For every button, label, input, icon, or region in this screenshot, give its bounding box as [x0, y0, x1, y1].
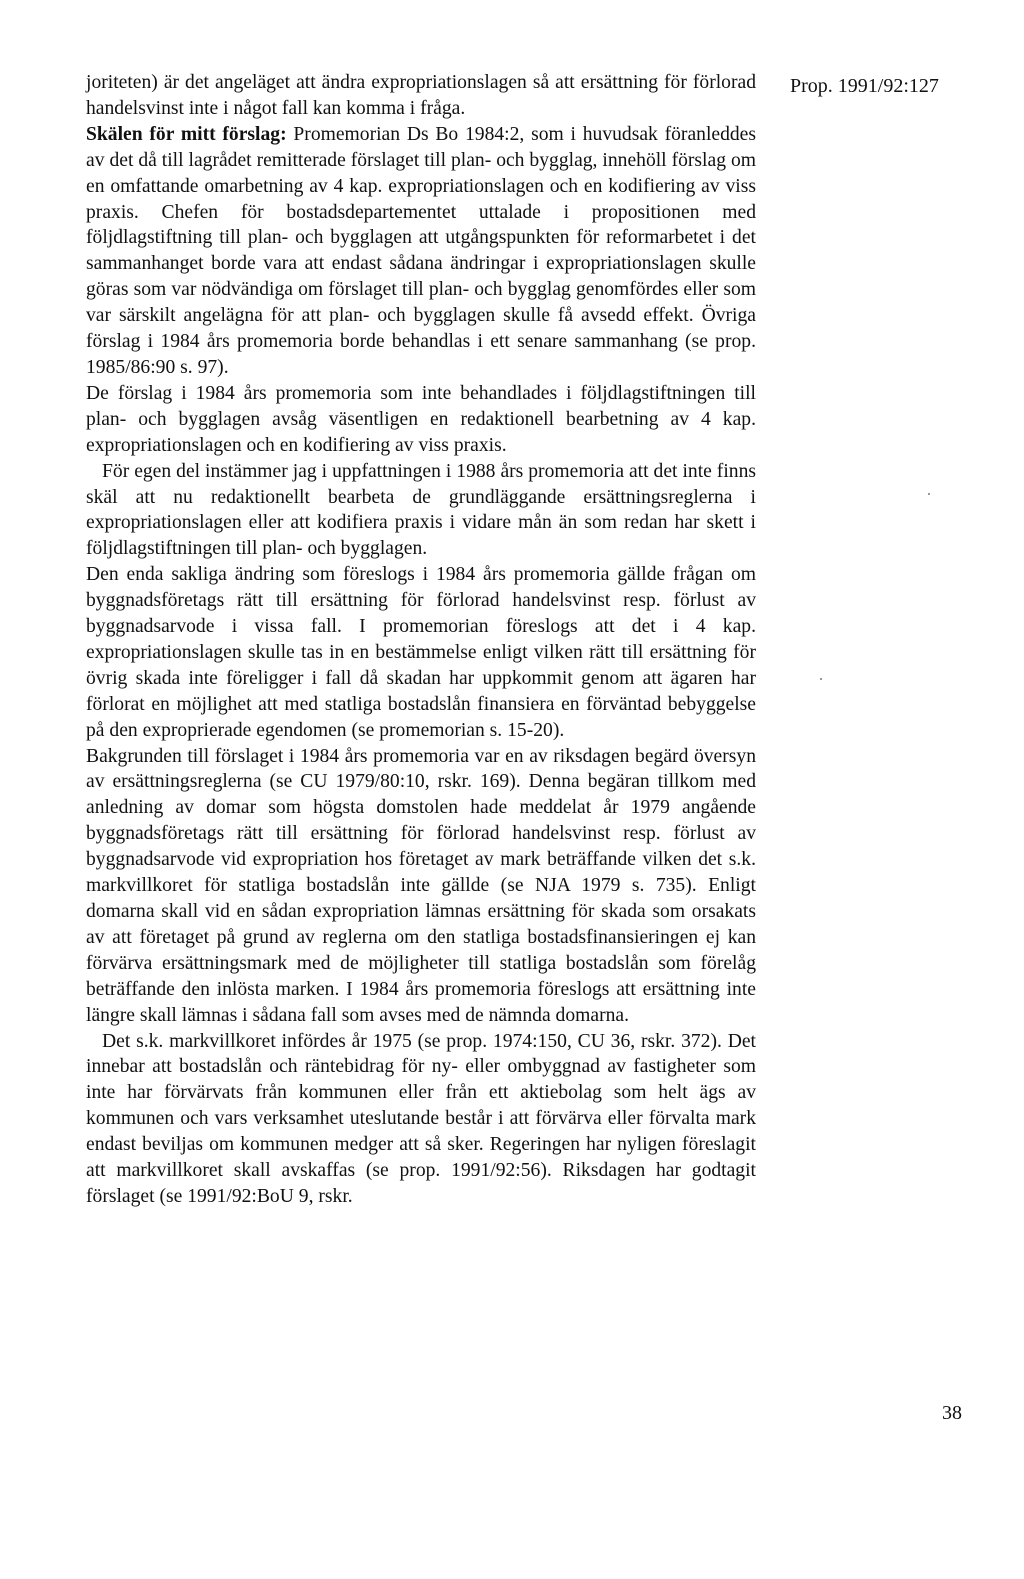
paragraph-4: För egen del instämmer jag i uppfattningen i 1988 års promemoria att det inte finns skäl att nu redaktionellt bearbeta de grundläggande ersättningsreglerna i expropriationslagen eller att kodifiera praxis i vidare mån än som redan har skett i följdlagstiftningen till plan- och bygglagen.	[86, 460, 756, 560]
paragraph-6: Bakgrunden till förslaget i 1984 års promemoria var en av riksdagen begärd översyn av ersättningsreglerna (se CU 1979/80:10, rskr. 169). Denna begäran tillkom med anledning av domar som högsta domstolen hade meddelat år 1979 angående byggnadsföretags rätt till ersättning för förlorad handelsvinst resp. förlust av byggnadsarvode vid expropriation hos företaget av mark beträffande vilken det s.k. markvillkoret för statliga bostadslån inte gällde (se NJA 1979 s. 735). Enligt domarna skall vid en sådan expropriation lämnas ersättning för skada som orsakats av att företaget på grund av reglerna om den statliga bostadsfinansieringen ej kan förvärva ersättningsmark med de möjligheter till statliga bostadslån som förelåg beträffande den inlösta marken. I 1984 års promemoria föreslogs att ersättning inte längre skall lämnas i sådana fall som avses med de nämnda domarna.	[86, 745, 756, 1026]
paragraph-5: Den enda sakliga ändring som föreslogs i 1984 års promemoria gällde frågan om byggnadsföretags rätt till ersättning för förlorad handelsvinst resp. förlust av byggnadsarvode i vissa fall. I promemorian föreslogs att det i 4 kap. expropriationslagen skulle tas in en bestämmelse enligt vilken rätt till ersättning för övrig skada inte föreligger i fall då skadan har uppkommit genom att ägaren har förlorat en möjlighet att med statliga bostadslån finansiera en förväntad bebyggelse på den exproprierade egendomen (se promemorian s. 15-20).	[86, 564, 756, 741]
section-heading-inline: Skälen för mitt förslag:	[86, 123, 287, 145]
scan-speck	[928, 493, 930, 495]
paragraph-1: joriteten) är det angeläget att ändra expropriationslagen så att ersättning för förlorad handelsvinst inte i något fall kan komma i fråga.	[86, 72, 756, 119]
scan-speck	[820, 678, 822, 680]
paragraph-3: De förslag i 1984 års promemoria som inte behandlades i följdlagstiftningen till plan- och bygglagen avsåg väsentligen en redaktionell bearbetning av 4 kap. expropriationslagen och en kodifiering av viss praxis.	[86, 382, 756, 456]
page-number: 38	[942, 1402, 962, 1424]
document-reference: Prop. 1991/92:127	[790, 75, 939, 97]
paragraph-7: Det s.k. markvillkoret infördes år 1975 (se prop. 1974:150, CU 36, rskr. 372). Det innebar att bostadslån och räntebidrag för ny- eller ombyggnad av fastigheter som inte har förvärvats från kommunen eller från ett aktiebolag som helt ägs av kommunen och vars verksamhet uteslutande består i att förvärva eller förvalta mark endast beviljas om kommunen medger att så sker. Regeringen har nyligen föreslagit att markvillkoret skall avskaffas (se prop. 1991/92:56). Riksdagen har godtagit förslaget (se 1991/92:BoU 9, rskr.	[86, 1030, 756, 1207]
paragraph-2-text: Promemorian Ds Bo 1984:2, som i huvudsak föranleddes av det då till lagrådet remitterade förslaget till plan- och bygglag, innehöll förslag om en omfattande omarbetning av 4 kap. expropriationslagen och en kodifiering av viss praxis. Chefen för bostadsdepartementet uttalade i propositionen med följdlagstiftning till plan- och bygglagen att utgångspunkten för reformarbetet i det sammanhanget borde vara att endast sådana ändringar i expropriationslagen skulle göras som var nödvändiga om förslaget till plan- och bygglag genomfördes eller som var särskilt angelägna för att plan- och bygglagen skulle få avsedd effekt. Övriga förslag i 1984 års promemoria borde behandlas i ett senare sammanhang (se prop. 1985/86:90 s. 97).	[86, 123, 756, 378]
paragraph-2	[86, 122, 756, 381]
body-text	[86, 70, 756, 1210]
